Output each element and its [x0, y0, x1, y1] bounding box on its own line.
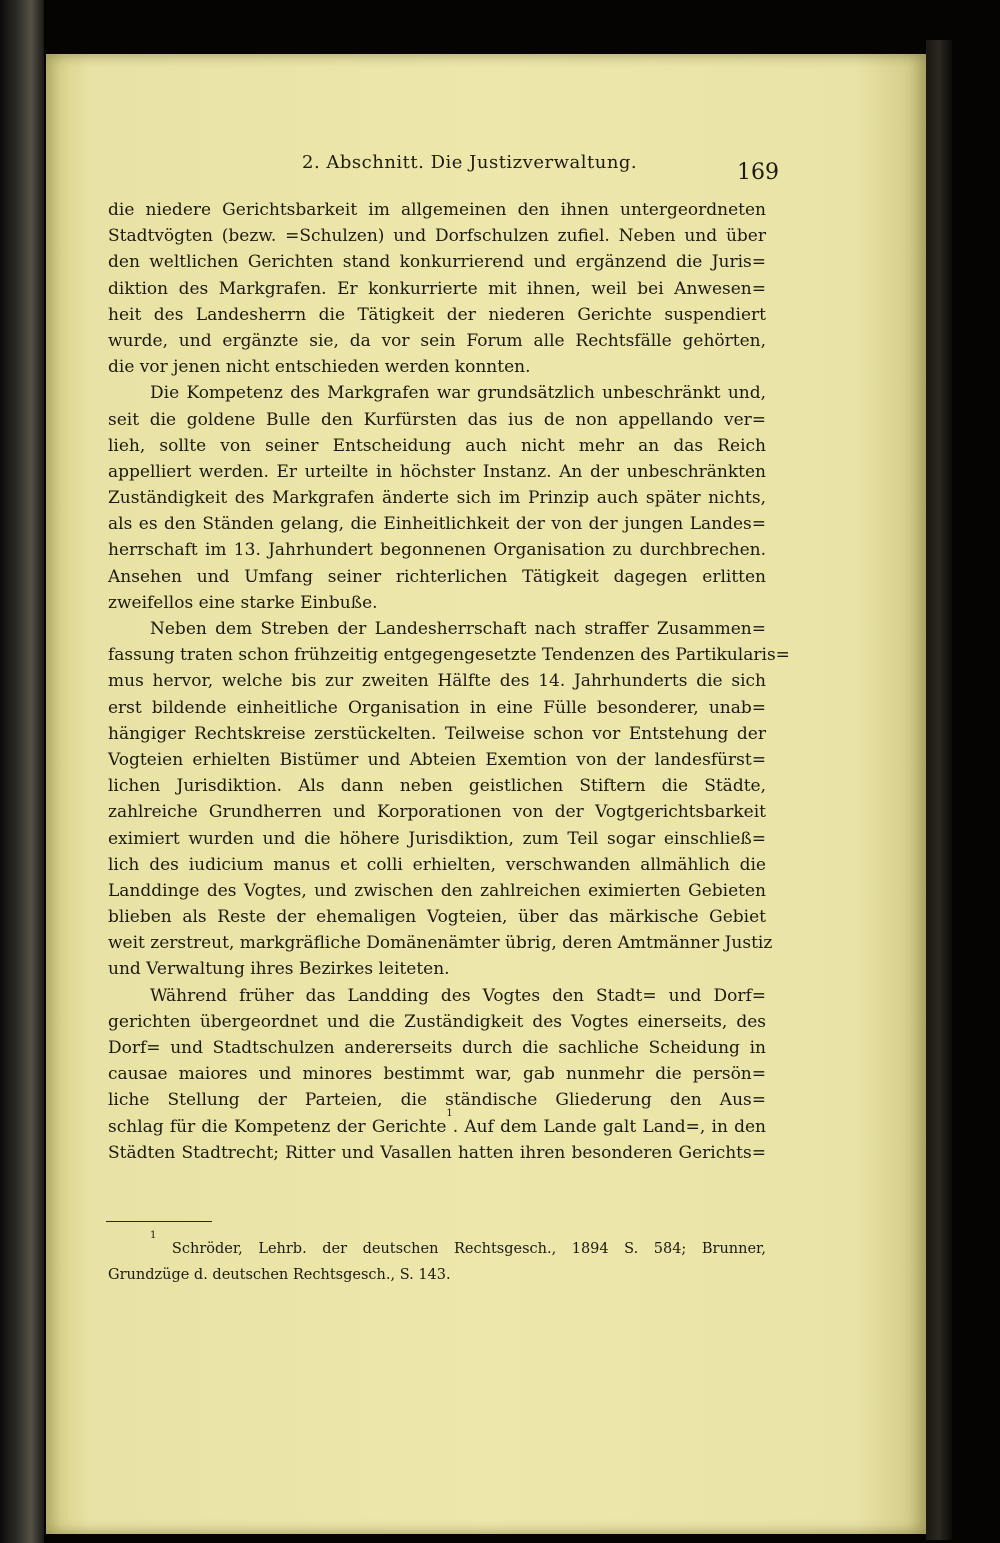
footnote-marker: 1 [150, 1230, 157, 1241]
text-line: hängiger Rechtskreise zerstückelten. Teilweise schon vor Entstehung der [108, 723, 766, 744]
running-head: 2. Abschnitt. Die Justizverwaltung. [302, 152, 638, 173]
page-number: 169 [737, 160, 779, 185]
text-line: die vor jenen nicht entschieden werden konnten. [108, 357, 531, 378]
text-line: liche Stellung der Parteien, die ständische Gliederung den Aus= [108, 1090, 766, 1111]
text-line: Neben dem Streben der Landesherrschaft nach straffer Zusammen= [150, 619, 766, 639]
text-line: erst bildende einheitliche Organisation in eine Fülle besonderer, unab= [108, 697, 766, 718]
text-line: zweifellos eine starke Einbuße. [108, 592, 378, 613]
text-line: eximiert wurden und die höhere Jurisdiktion, zum Teil sogar einschließ= [108, 828, 766, 849]
text-line: weit zerstreut, markgräfliche Domänenämter übrig, deren Amtmänner Justiz [108, 933, 773, 954]
text-line: Die Kompetenz des Markgrafen war grundsätzlich unbeschränkt und, [150, 383, 766, 404]
text-line: wurde, und ergänzte sie, da vor sein Forum alle Rechtsfälle gehörten, [108, 330, 766, 351]
book-spine-edge [0, 0, 44, 1543]
text-line: Dorf= und Stadtschulzen andererseits durch die sachliche Scheidung in [108, 1038, 766, 1058]
text-line: als es den Ständen gelang, die Einheitlichkeit der von der jungen Landes= [108, 514, 766, 535]
text-line: die niedere Gerichtsbarkeit im allgemeinen den ihnen untergeordneten [108, 200, 766, 220]
text-line: Vogteien erhielten Bistümer und Abteien Exemtion von der landesfürst= [108, 749, 766, 770]
text-line: gerichten übergeordnet und die Zuständigkeit des Vogtes einerseits, des [108, 1011, 766, 1032]
text-line: lichen Jurisdiktion. Als dann neben geistlichen Stiftern die Städte, [108, 776, 766, 797]
text-line: mus hervor, welche bis zur zweiten Hälfte des 14. Jahrhunderts die sich [108, 671, 766, 692]
text-line: lich des iudicium manus et colli erhielten, verschwanden allmählich die [108, 854, 766, 875]
footnote-line [108, 1230, 766, 1262]
text-line: heit des Landesherrn die Tätigkeit der niederen Gerichte suspendiert [108, 304, 766, 325]
text-fragment: schlag für die Kompetenz der Gerichte [108, 1116, 447, 1137]
text-line-with-footnote-ref [108, 1107, 766, 1140]
text-line: und Verwaltung ihres Bezirkes leiteten. [108, 959, 450, 980]
text-line: blieben als Reste der ehemaligen Vogteien, über das märkische Gebiet [108, 907, 766, 928]
footnote [108, 1230, 766, 1288]
text-line: Ansehen und Umfang seiner richterlichen Tätigkeit dagegen erlitten [108, 566, 766, 587]
text-line: fassung traten schon frühzeitig entgegengesetzte Tendenzen des Partikularis= [108, 645, 790, 666]
text-line: causae maiores und minores bestimmt war, gab nunmehr die persön= [108, 1064, 766, 1085]
text-line: Zuständigkeit des Markgrafen änderte sich im Prinzip auch später nichts, [108, 488, 766, 509]
text-line: Während früher das Landding des Vogtes den Stadt= und Dorf= [150, 985, 766, 1006]
footnote-text: Schröder, Lehrb. der deutschen Rechtsgesch., 1894 S. 584; Brunner, [171, 1241, 766, 1257]
text-fragment: . Auf dem Lande galt Land=, in den [452, 1116, 766, 1137]
footnote-reference: 1 [446, 1107, 453, 1119]
text-line: diktion des Markgrafen. Er konkurrierte mit ihnen, weil bei Anwesen= [108, 278, 766, 299]
body-text [108, 197, 790, 1166]
text-line: den weltlichen Gerichten stand konkurrierend und ergänzend die Juris= [108, 252, 766, 273]
footnote-divider [106, 1221, 212, 1222]
text-line: appelliert werden. Er urteilte in höchster Instanz. An der unbeschränkten [108, 461, 766, 482]
text-line: Landdinge des Vogtes, und zwischen den zahlreichen eximierten Gebieten [108, 880, 766, 901]
text-line: Städten Stadtrecht; Ritter und Vasallen hatten ihren besonderen Gerichts= [108, 1142, 766, 1163]
text-line: seit die goldene Bulle den Kurfürsten das ius de non appellando ver= [108, 409, 766, 430]
text-line: Stadtvögten (bezw. =Schulzen) und Dorfschulzen zufiel. Neben und über [108, 226, 766, 247]
text-line: herrschaft im 13. Jahrhundert begonnenen Organisation zu durchbrechen. [108, 540, 766, 561]
text-line: zahlreiche Grundherren und Korporationen von der Vogtgerichtsbarkeit [108, 802, 766, 823]
footnote-line: Grundzüge d. deutschen Rechtsgesch., S. 143. [108, 1267, 451, 1283]
book-cover-edge [926, 40, 952, 1540]
text-line: lieh, sollte von seiner Entscheidung auch nicht mehr an das Reich [108, 435, 766, 456]
